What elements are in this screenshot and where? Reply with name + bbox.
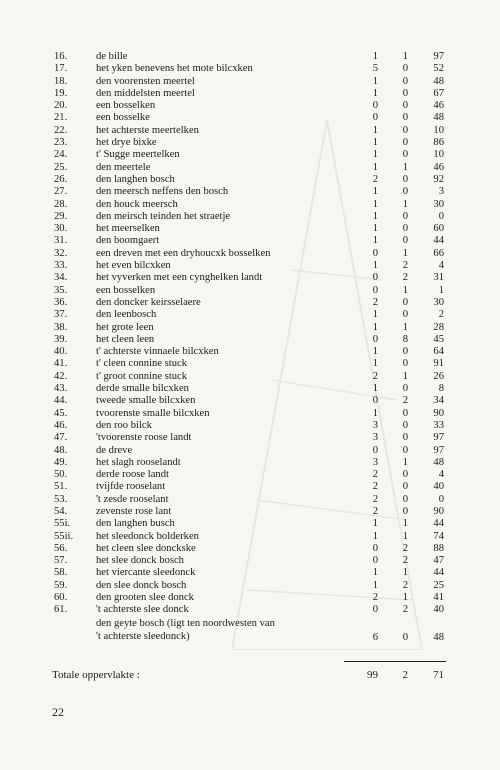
parcel-number: 41. <box>54 358 68 370</box>
area-value-2: 0 <box>402 505 408 517</box>
parcel-name: den roo bilck <box>96 419 152 431</box>
area-value-2: 0 <box>402 100 408 112</box>
table-row <box>0 445 500 457</box>
area-value-2: 1 <box>402 321 408 333</box>
area-value-2: 2 <box>402 542 408 554</box>
area-value-3: 4 <box>438 469 444 481</box>
parcel-name: den langhen busch <box>96 518 175 530</box>
table-row <box>0 112 500 124</box>
area-value-2: 0 <box>402 63 408 75</box>
area-value-2: 0 <box>402 358 408 370</box>
table-row <box>0 211 500 223</box>
total-value-2: 2 <box>402 669 408 681</box>
table-row <box>0 371 500 383</box>
parcel-name: tvijfde rooselant <box>96 481 166 493</box>
area-value-3: 44 <box>433 567 444 579</box>
parcel-name: zevenste rose lant <box>96 505 172 517</box>
area-value-2: 1 <box>402 370 408 382</box>
parcel-number: 61. <box>54 604 68 616</box>
area-value-3: 92 <box>433 173 444 185</box>
area-value-1: 1 <box>372 149 378 161</box>
parcel-number: 47. <box>54 432 68 444</box>
area-value-3: 25 <box>433 579 444 591</box>
parcel-number: 59. <box>54 579 68 591</box>
area-value-1: 1 <box>372 124 378 136</box>
area-value-3: 30 <box>433 198 444 210</box>
area-value-1: 5 <box>372 63 378 75</box>
parcel-number: 35. <box>54 284 68 296</box>
parcel-number: 45. <box>54 407 68 419</box>
table-row <box>0 137 500 149</box>
parcel-name: den leenbosch <box>96 309 157 321</box>
area-value-1: 1 <box>372 383 378 395</box>
parcel-name: de bille <box>96 51 128 62</box>
table-row <box>0 186 500 198</box>
area-value-1: 3 <box>372 456 378 468</box>
parcel-name: den slee donck bosch <box>96 579 187 591</box>
table-row <box>0 100 500 112</box>
parcel-name: het achterste meertelken <box>96 124 199 136</box>
area-value-3: 10 <box>433 124 444 136</box>
area-value-2: 1 <box>402 567 408 579</box>
table-row <box>0 457 500 469</box>
parcel-name: het sleedonck bolderken <box>96 530 199 542</box>
area-value-3: 52 <box>433 63 444 75</box>
area-value-1: 2 <box>372 173 378 185</box>
table-row <box>0 174 500 186</box>
parcel-number: 49. <box>54 456 68 468</box>
area-value-2: 0 <box>402 124 408 136</box>
table-row <box>0 555 500 567</box>
parcel-number: 23. <box>54 137 68 149</box>
parcel-name: den grooten slee donck <box>96 592 194 604</box>
parcel-name: het drye bixke <box>96 137 157 149</box>
parcel-name: den meersch neffens den bosch <box>96 186 229 198</box>
area-value-2: 0 <box>402 432 408 444</box>
area-value-3: 44 <box>433 518 444 530</box>
area-value-3: 67 <box>433 87 444 99</box>
parcel-name: derde smalle bilcxken <box>96 383 189 395</box>
table-row <box>0 260 500 272</box>
table-row <box>0 592 500 604</box>
area-value-3: 46 <box>433 161 444 173</box>
area-value-1: 1 <box>372 198 378 210</box>
parcel-number: 43. <box>54 383 68 395</box>
parcel-name: t' Sugge meertelken <box>96 149 180 161</box>
area-value-2: 0 <box>402 137 408 149</box>
area-value-2: 0 <box>402 75 408 87</box>
area-value-1: 1 <box>372 309 378 321</box>
area-value-1: 1 <box>372 235 378 247</box>
area-value-2: 1 <box>402 51 408 62</box>
table-row <box>0 567 500 579</box>
area-value-3: 3 <box>438 186 444 198</box>
area-value-3: 64 <box>433 346 444 358</box>
parcel-number: 39. <box>54 333 68 345</box>
parcel-name: den boomgaert <box>96 235 160 247</box>
parcel-number: 55ii. <box>54 530 74 542</box>
table-row <box>0 481 500 493</box>
area-value-3: 90 <box>433 505 444 517</box>
parcel-number: 38. <box>54 321 68 333</box>
area-value-2: 2 <box>402 260 408 272</box>
area-value-2: 1 <box>402 518 408 530</box>
parcel-number: 60. <box>54 592 68 604</box>
parcel-number: 58. <box>54 567 68 579</box>
area-value-1: 0 <box>372 542 378 554</box>
area-value-2: 1 <box>402 247 408 259</box>
table-row <box>0 395 500 407</box>
parcel-number: 33. <box>54 260 68 272</box>
parcel-name: 't zesde rooselant <box>96 493 169 505</box>
table-row <box>0 76 500 88</box>
area-value-1: 1 <box>372 579 378 591</box>
area-value-3: 45 <box>433 333 444 345</box>
table-row <box>0 63 500 75</box>
area-value-3: 48 <box>433 631 444 643</box>
table-row <box>0 617 500 645</box>
parcel-name: het viercante sleedonck <box>96 567 196 579</box>
area-value-3: 31 <box>433 272 444 284</box>
area-value-1: 0 <box>372 272 378 284</box>
table-row <box>0 272 500 284</box>
area-value-1: 1 <box>372 87 378 99</box>
area-value-3: 48 <box>433 75 444 87</box>
parcel-number: 18. <box>54 75 68 87</box>
area-value-3: 34 <box>433 395 444 407</box>
area-value-1: 1 <box>372 223 378 235</box>
area-value-1: 1 <box>372 186 378 198</box>
area-value-3: 46 <box>433 100 444 112</box>
parcel-number: 17. <box>54 63 68 75</box>
area-value-1: 0 <box>372 284 378 296</box>
area-value-2: 0 <box>402 186 408 198</box>
parcel-number: 32. <box>54 247 68 259</box>
area-value-1: 2 <box>372 481 378 493</box>
total-value-1: 99 <box>367 669 378 681</box>
parcel-number: 21. <box>54 112 68 124</box>
area-value-2: 0 <box>402 481 408 493</box>
parcel-name: het cleen leen <box>96 333 155 345</box>
area-value-3: 44 <box>433 235 444 247</box>
parcel-number: 20. <box>54 100 68 112</box>
parcel-name: het slee donck bosch <box>96 555 184 567</box>
area-value-3: 66 <box>433 247 444 259</box>
table-row <box>0 223 500 235</box>
total-value-3: 71 <box>433 669 444 681</box>
parcel-number: 40. <box>54 346 68 358</box>
area-value-3: 74 <box>433 530 444 542</box>
table-row <box>0 235 500 247</box>
table-row <box>0 334 500 346</box>
area-value-2: 0 <box>402 173 408 185</box>
area-value-2: 0 <box>402 631 408 643</box>
area-value-3: 4 <box>438 260 444 272</box>
area-value-1: 1 <box>372 51 378 62</box>
parcel-name: een bosselken <box>96 284 156 296</box>
parcel-name: de dreve <box>96 444 133 456</box>
area-value-1: 1 <box>372 210 378 222</box>
area-value-3: 40 <box>433 604 444 616</box>
area-value-2: 2 <box>402 555 408 567</box>
parcel-name: het grote leen <box>96 321 154 333</box>
area-value-3: 90 <box>433 407 444 419</box>
area-value-2: 1 <box>402 161 408 173</box>
parcel-name: een bosselke <box>96 112 150 124</box>
parcel-name: den langhen bosch <box>96 173 175 185</box>
area-value-2: 2 <box>402 604 408 616</box>
parcel-name: het yken benevens het mote bilcxken <box>96 63 253 75</box>
area-value-2: 1 <box>402 592 408 604</box>
total-row <box>0 668 500 682</box>
area-value-3: 97 <box>433 51 444 62</box>
parcel-number: 27. <box>54 186 68 198</box>
area-value-3: 47 <box>433 555 444 567</box>
parcel-number: 48. <box>54 444 68 456</box>
table-row <box>0 51 500 63</box>
area-value-2: 2 <box>402 579 408 591</box>
parcel-name-line-1: den geyte bosch (ligt ten noordwesten van <box>96 617 275 629</box>
parcel-number: 54. <box>54 505 68 517</box>
table-row <box>0 518 500 530</box>
parcel-number: 46. <box>54 419 68 431</box>
area-value-3: 91 <box>433 358 444 370</box>
area-value-1: 0 <box>372 247 378 259</box>
table-row <box>0 383 500 395</box>
area-value-2: 0 <box>402 235 408 247</box>
area-value-2: 0 <box>402 383 408 395</box>
table-row <box>0 494 500 506</box>
parcel-name <box>96 617 275 643</box>
parcel-name: het cleen slee donckske <box>96 542 196 554</box>
parcel-number: 56. <box>54 542 68 554</box>
parcel-number: 51. <box>54 481 68 493</box>
area-value-3: 26 <box>433 370 444 382</box>
area-value-2: 2 <box>402 395 408 407</box>
parcel-name: den middelsten meertel <box>96 87 195 99</box>
parcel-number: 29. <box>54 210 68 222</box>
area-value-1: 1 <box>372 358 378 370</box>
area-value-3: 40 <box>433 481 444 493</box>
area-value-2: 0 <box>402 309 408 321</box>
parcel-number: 55i. <box>54 518 71 530</box>
area-value-1: 3 <box>372 419 378 431</box>
table-row <box>0 432 500 444</box>
area-value-1: 1 <box>372 530 378 542</box>
area-value-3: 8 <box>438 383 444 395</box>
area-value-1: 1 <box>372 518 378 530</box>
table-row <box>0 125 500 137</box>
parcel-number: 57. <box>54 555 68 567</box>
parcel-table <box>0 51 500 645</box>
area-value-3: 0 <box>438 210 444 222</box>
area-value-3: 86 <box>433 137 444 149</box>
table-row <box>0 285 500 297</box>
area-value-1: 0 <box>372 555 378 567</box>
area-value-1: 0 <box>372 112 378 124</box>
table-row <box>0 543 500 555</box>
table-row <box>0 297 500 309</box>
parcel-number: 37. <box>54 309 68 321</box>
parcel-name: 't achterste slee donck <box>96 604 189 616</box>
table-row <box>0 358 500 370</box>
parcel-name: den doncker keirsselaere <box>96 296 201 308</box>
area-value-1: 1 <box>372 75 378 87</box>
area-value-1: 0 <box>372 333 378 345</box>
total-rule <box>344 661 446 662</box>
parcel-number: 22. <box>54 124 68 136</box>
parcel-number: 25. <box>54 161 68 173</box>
area-value-3: 1 <box>438 284 444 296</box>
parcel-name: het vyverken met een cynghelken landt <box>96 272 263 284</box>
table-row <box>0 408 500 420</box>
parcel-name: het slagh rooselandt <box>96 456 181 468</box>
area-value-1: 2 <box>372 505 378 517</box>
parcel-name: t' groot connine stuck <box>96 370 188 382</box>
area-value-1: 6 <box>372 631 378 643</box>
parcel-number: 24. <box>54 149 68 161</box>
area-value-2: 0 <box>402 419 408 431</box>
parcel-name: het even bilcxken <box>96 260 171 272</box>
parcel-name: den voorensten meertel <box>96 75 195 87</box>
area-value-3: 60 <box>433 223 444 235</box>
area-value-1: 2 <box>372 493 378 505</box>
table-row <box>0 531 500 543</box>
area-value-3: 48 <box>433 456 444 468</box>
area-value-2: 0 <box>402 112 408 124</box>
area-value-2: 0 <box>402 87 408 99</box>
table-row <box>0 248 500 260</box>
area-value-1: 0 <box>372 395 378 407</box>
area-value-1: 1 <box>372 346 378 358</box>
parcel-number: 28. <box>54 198 68 210</box>
area-value-2: 0 <box>402 149 408 161</box>
area-value-1: 1 <box>372 161 378 173</box>
area-value-3: 30 <box>433 296 444 308</box>
area-value-2: 1 <box>402 198 408 210</box>
parcel-number: 31. <box>54 235 68 247</box>
parcel-name: tvoorenste smalle bilcxken <box>96 407 210 419</box>
area-value-3: 41 <box>433 592 444 604</box>
table-row <box>0 88 500 100</box>
area-value-2: 0 <box>402 223 408 235</box>
parcel-name: een dreven met een dryhoucxk bosselken <box>96 247 271 259</box>
area-value-3: 2 <box>438 309 444 321</box>
parcel-number: 34. <box>54 272 68 284</box>
area-value-1: 0 <box>372 100 378 112</box>
parcel-name: den houck meersch <box>96 198 178 210</box>
parcel-name: het meerselken <box>96 223 160 235</box>
area-value-1: 0 <box>372 444 378 456</box>
area-value-1: 1 <box>372 407 378 419</box>
parcel-number: 42. <box>54 370 68 382</box>
parcel-name-line-2: 't achterste sleedonck) <box>96 630 190 642</box>
parcel-name: een bosselken <box>96 100 156 112</box>
area-value-1: 1 <box>372 260 378 272</box>
area-value-2: 8 <box>402 333 408 345</box>
table-row <box>0 346 500 358</box>
area-value-1: 1 <box>372 567 378 579</box>
parcel-number: 19. <box>54 87 68 99</box>
parcel-name: t' achterste vinnaele bilcxken <box>96 346 219 358</box>
area-value-3: 97 <box>433 432 444 444</box>
parcel-number: 44. <box>54 395 68 407</box>
total-label: Totale oppervlakte : <box>52 669 140 681</box>
area-value-1: 3 <box>372 432 378 444</box>
table-row <box>0 506 500 518</box>
table-row <box>0 199 500 211</box>
parcel-number: 36. <box>54 296 68 308</box>
area-value-3: 0 <box>438 493 444 505</box>
area-value-2: 0 <box>402 296 408 308</box>
area-value-2: 0 <box>402 493 408 505</box>
table-row <box>0 420 500 432</box>
area-value-1: 2 <box>372 296 378 308</box>
area-value-1: 0 <box>372 604 378 616</box>
area-value-2: 0 <box>402 346 408 358</box>
parcel-name: t' cleen connine stuck <box>96 358 188 370</box>
area-value-3: 28 <box>433 321 444 333</box>
area-value-1: 1 <box>372 137 378 149</box>
area-value-2: 0 <box>402 469 408 481</box>
area-value-3: 88 <box>433 542 444 554</box>
parcel-name: den meirsch teinden het straetje <box>96 210 231 222</box>
parcel-name: 'tvoorenste roose landt <box>96 432 192 444</box>
area-value-2: 0 <box>402 407 408 419</box>
parcel-number: 26. <box>54 173 68 185</box>
area-value-3: 33 <box>433 419 444 431</box>
parcel-name: den meertele <box>96 161 151 173</box>
area-value-1: 2 <box>372 592 378 604</box>
table-row <box>0 309 500 321</box>
area-value-2: 0 <box>402 210 408 222</box>
parcel-name: tweede smalle bilcxken <box>96 395 196 407</box>
area-value-2: 1 <box>402 530 408 542</box>
parcel-number: 50. <box>54 469 68 481</box>
table-row <box>0 604 500 616</box>
table-row <box>0 149 500 161</box>
area-value-2: 0 <box>402 444 408 456</box>
table-row <box>0 580 500 592</box>
area-value-1: 1 <box>372 321 378 333</box>
area-value-3: 97 <box>433 444 444 456</box>
parcel-name: derde roose landt <box>96 469 169 481</box>
area-value-1: 2 <box>372 370 378 382</box>
table-row <box>0 322 500 334</box>
area-value-2: 1 <box>402 284 408 296</box>
area-value-3: 48 <box>433 112 444 124</box>
table-row <box>0 162 500 174</box>
table-row <box>0 469 500 481</box>
page-number: 22 <box>52 705 64 719</box>
parcel-number: 16. <box>54 51 68 62</box>
area-value-2: 2 <box>402 272 408 284</box>
area-value-3: 10 <box>433 149 444 161</box>
parcel-number: 53. <box>54 493 68 505</box>
area-value-2: 1 <box>402 456 408 468</box>
area-value-1: 2 <box>372 469 378 481</box>
parcel-number: 30. <box>54 223 68 235</box>
